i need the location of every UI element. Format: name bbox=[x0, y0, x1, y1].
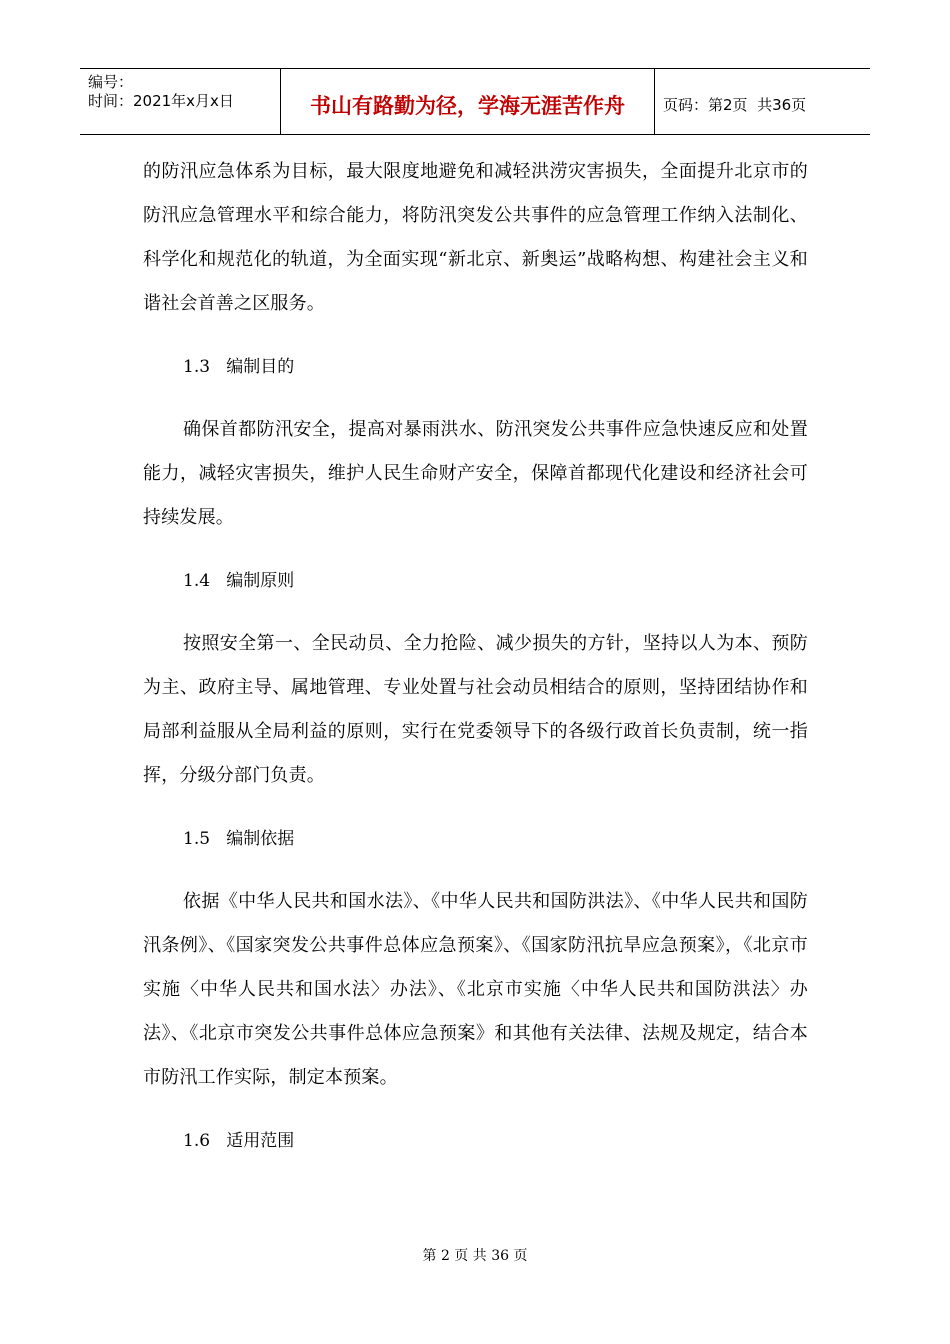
document-body bbox=[143, 150, 808, 1182]
section-heading-1-6: 1.6 适用范围 bbox=[183, 1131, 295, 1151]
paragraph-purpose: 确保首都防汛安全，提高对暴雨洪水、防汛突发公共事件应急快速反应和处置能力，减轻灾害损失，维护人民生命财产安全，保障首都现代化建设和经济社会可持续发展。 bbox=[143, 419, 808, 528]
header-motto-cell bbox=[281, 69, 655, 134]
paragraph-principles: 按照安全第一、全民动员、全力抢险、减少损失的方针，坚持以人为本、预防为主、政府主导、属地管理、专业处置与社会动员相结合的原则，坚持团结协作和局部利益服从全局利益的原则，实行在党委领导下的各级行政首长负责制，统一指挥，分级分部门负责。 bbox=[143, 633, 808, 786]
header-meta-cell bbox=[80, 69, 281, 134]
header-page-info: 页码：第2页 共36页 bbox=[663, 96, 807, 114]
section-heading-1-5: 1.5 编制依据 bbox=[183, 829, 295, 849]
page-footer: 第 2 页 共 36 页 bbox=[422, 1248, 528, 1264]
doc-date: 时间：2021年x月x日 bbox=[88, 92, 234, 110]
header-page-cell bbox=[655, 69, 870, 134]
doc-number-label: 编号： bbox=[88, 73, 134, 91]
section-heading-1-3: 1.3 编制目的 bbox=[183, 357, 295, 377]
section-heading-1-4: 1.4 编制原则 bbox=[183, 571, 295, 591]
header-motto: 书山有路勤为径，学海无涯苦作舟 bbox=[310, 93, 625, 118]
paragraph-basis: 依据《中华人民共和国水法》、《中华人民共和国防洪法》、《中华人民共和国防汛条例》、《国家突发公共事件总体应急预案》、《国家防汛抗旱应急预案》，《北京市实施〈中华人民共和国水法〉办法》、《北京市实施〈中华人民共和国防洪法〉办法》、《北京市突发公共事件总体应急预案》和其他有关法律、法规及规定，结合本市防汛工作实际，制定本预案。 bbox=[143, 891, 808, 1088]
page-header bbox=[80, 68, 870, 135]
paragraph-continuation: 的防汛应急体系为目标，最大限度地避免和减轻洪涝灾害损失，全面提升北京市的防汛应急管理水平和综合能力，将防汛突发公共事件的应急管理工作纳入法制化、科学化和规范化的轨道，为全面实现“新北京、新奥运”战略构想、构建社会主义和谐社会首善之区服务。 bbox=[143, 161, 808, 314]
